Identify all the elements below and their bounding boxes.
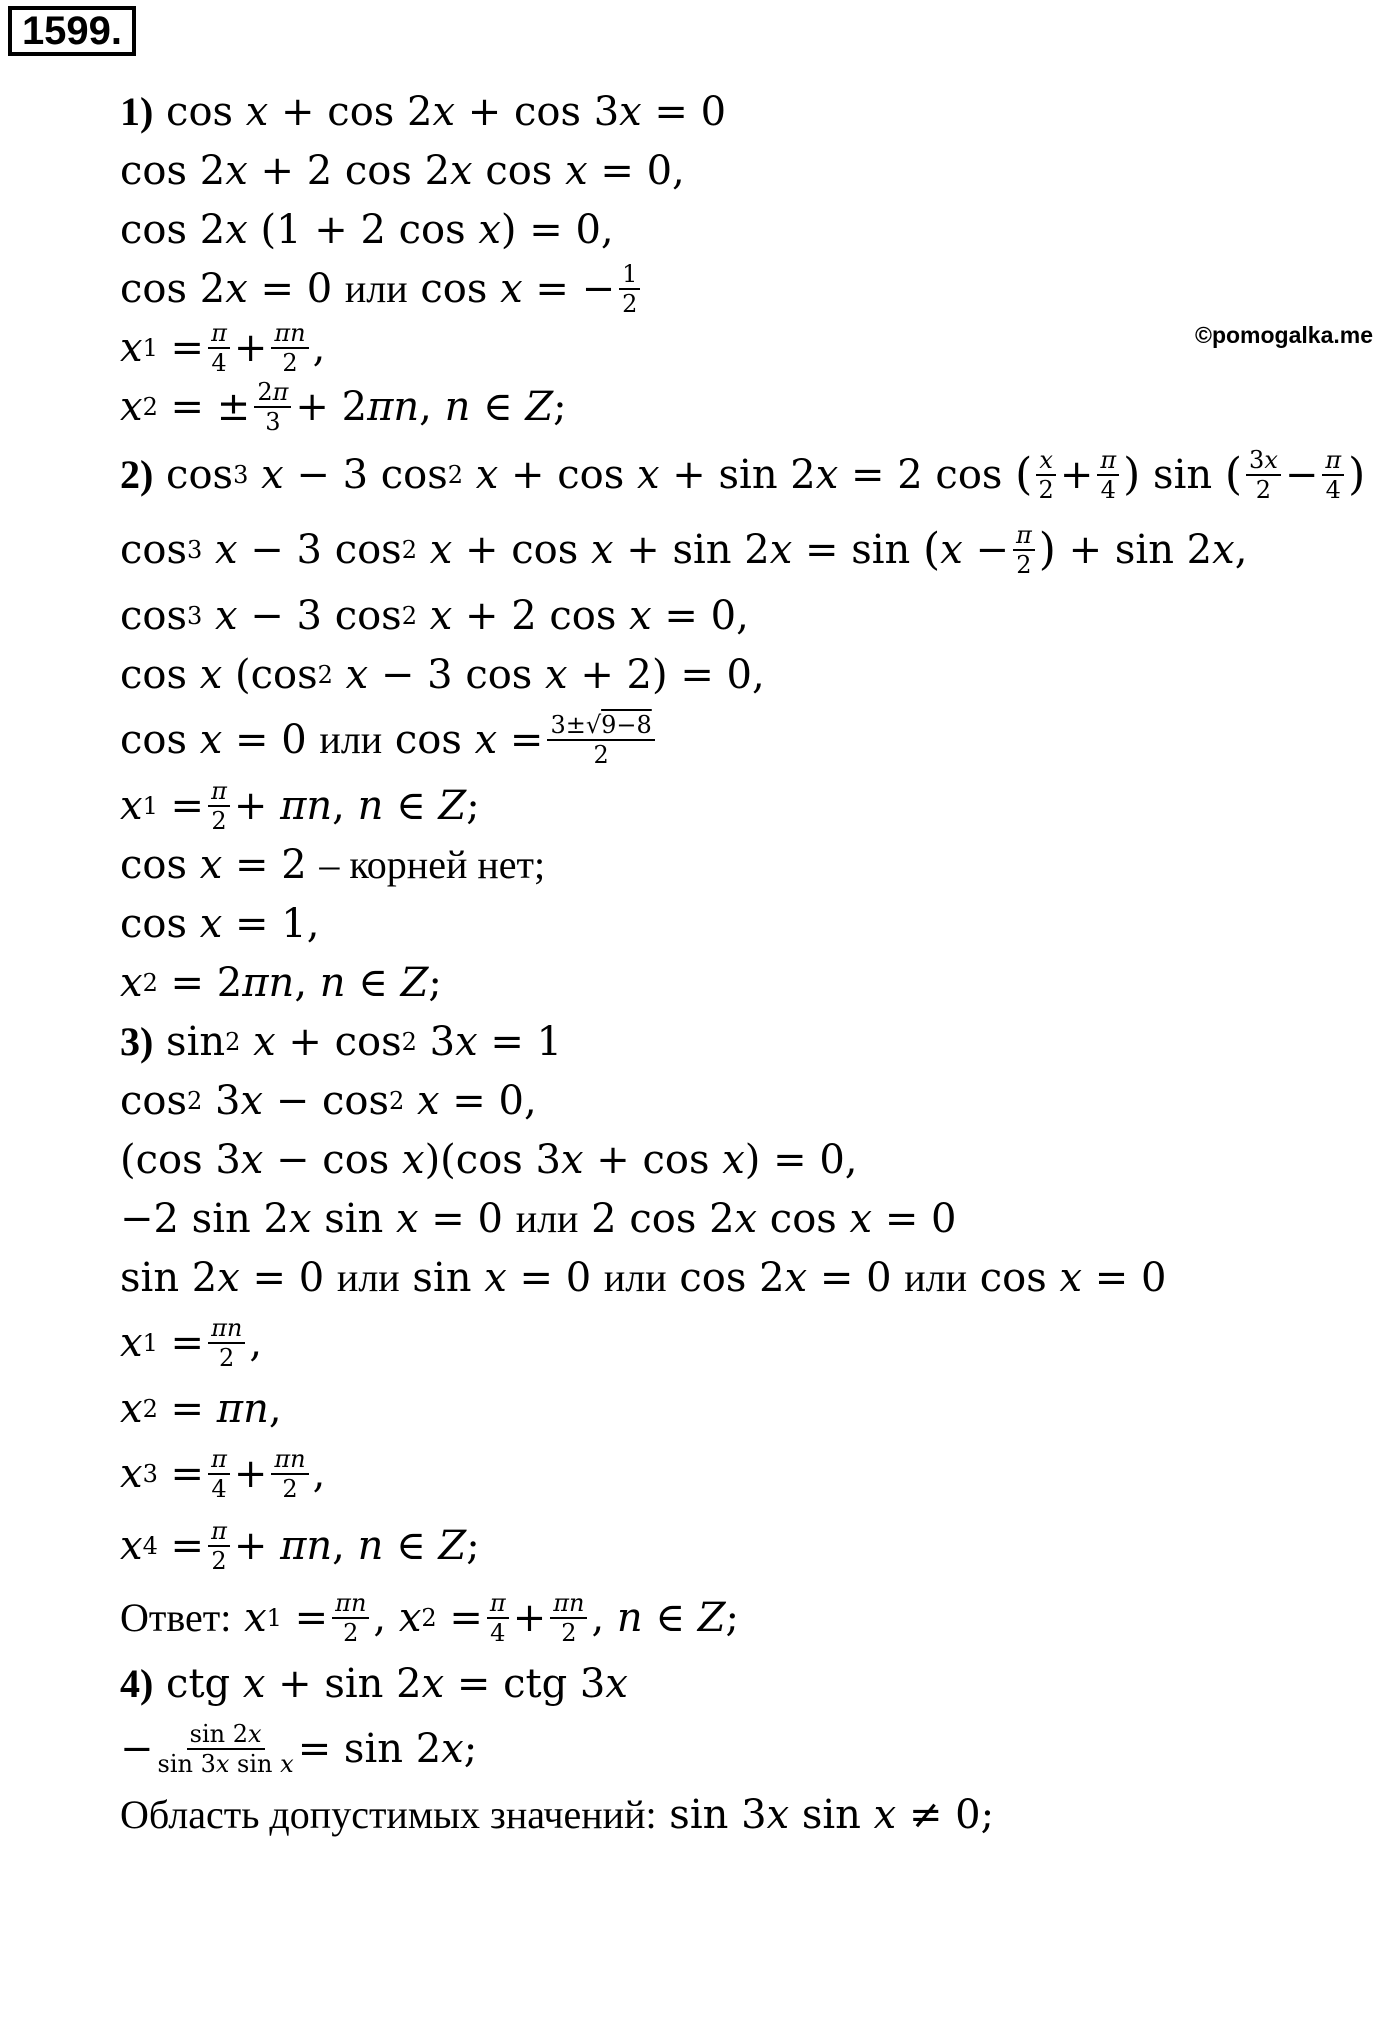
math-line: (cos 3 x − cos x )(cos 3 x + cos x ) = 0, [120,1136,858,1183]
answer-line: Ответ: x 1 = πn 2 , x 2 = π 4 + πn 2 , n ∈ Z ; [120,1589,739,1647]
math-line: cos x = 0 или cos x = 3±√9−8 2 [120,704,1390,776]
math-line: cos x = 1, [120,900,320,947]
math-line: x 2 = πn , [120,1385,282,1432]
math-line: cos x (cos 2 x − 3 cos x + 2) = 0, [120,651,765,698]
math-line: −2 sin 2 x sin x = 0 или 2 cos 2 x cos x = 0 [120,1195,957,1242]
math-line: 2) cos 3 x − 3 cos 2 x + cos x + sin 2 x = 2 cos ( x 2 + π 4 ) sin ( 3x 2 − π 4 ) [120,446,1366,504]
problem-number: 1599. [8,6,136,56]
math-line: 1) cos x + cos 2 x + cos 3 x = 0 [120,88,727,135]
math-line: cos x = 2 – корней нет; [120,841,546,888]
math-line: x 1 = π 2 + πn , n ∈ Z ; [120,776,480,835]
math-line: 4) ctg x + sin 2 x = ctg 3 x [120,1660,628,1707]
math-line: Область допустимых значений: sin 3 x sin x ≠ 0; [120,1791,995,1838]
math-line: x 1 = π 4 + πn 2 , [120,318,326,377]
math-line: cos 3 x − 3 cos 2 x + cos x + sin 2 x = sin ( x − π 2 ) + sin 2 x , [120,521,1248,579]
math-line: x 1 = πn 2 , [120,1314,263,1372]
watermark: ©pomogalka.me [1195,322,1373,348]
math-line: sin 2 x = 0 или sin x = 0 или cos 2 x = 0 или cos x = 0 [120,1254,1167,1301]
math-line: 3) sin 2 x + cos 2 3 x = 1 [120,1018,563,1065]
math-line: cos 2 3 x − cos 2 x = 0, [120,1077,537,1124]
math-line: x 2 = ± 2π 3 + 2 πn , n ∈ Z ; [120,377,567,436]
math-line: cos 2 x + 2 cos 2 x cos x = 0, [120,147,685,194]
math-line: cos 3 x − 3 cos 2 x + 2 cos x = 0, [120,592,749,639]
math-line: x 3 = π 4 + πn 2 , [120,1445,326,1503]
math-line: cos 2 x = 0 или cos x = − 1 2 [120,259,1390,318]
math-line: − sin 2x sin 3x sin x = sin 2 x ; [120,1720,478,1778]
math-line: cos 2 x (1 + 2 cos x ) = 0, [120,206,614,253]
math-line: x 2 = 2 πn , n ∈ Z ; [120,959,442,1006]
math-line: x 4 = π 2 + πn , n ∈ Z ; [120,1517,480,1575]
solution-text [120,82,1390,1844]
